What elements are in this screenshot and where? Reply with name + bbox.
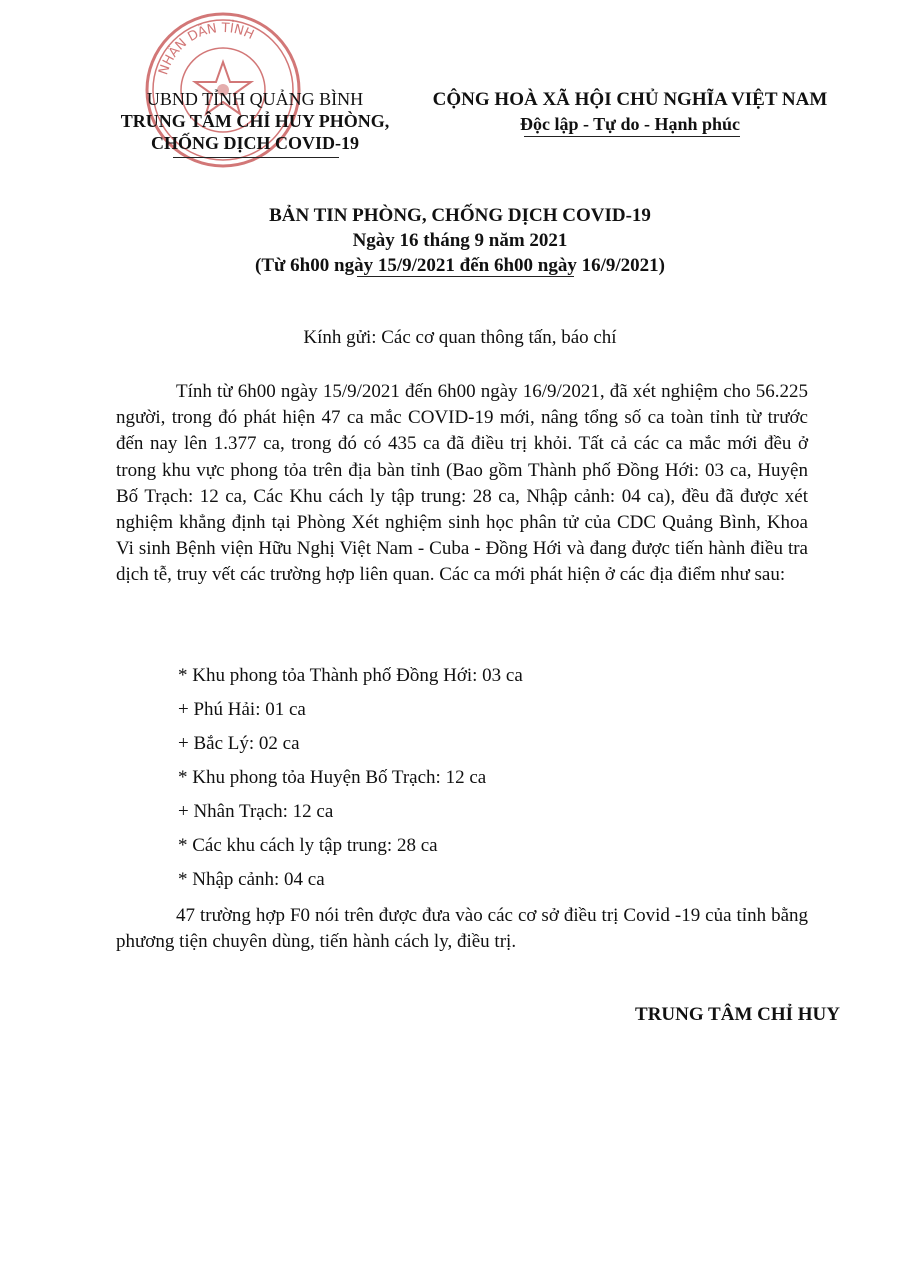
svg-text:NHÂN DÂN TỈNH bbox=[156, 19, 256, 76]
national-motto: Độc lập - Tự do - Hạnh phúc bbox=[519, 114, 741, 134]
list-item: * Các khu cách ly tập trung: 28 ca bbox=[178, 835, 438, 856]
issuer-org: UBND TỈNH QUẢNG BÌNH bbox=[146, 89, 364, 109]
paragraph-main: Tính từ 6h00 ngày 15/9/2021 đến 6h00 ngày 16/9/2021, đã xét nghiệm cho 56.225 người, trong đó phát hiện 47 ca mắc COVID-19 mới, nâng tổng số ca toàn tỉnh từ trước đến nay lên 1.377 ca, trong đó có 435 ca đã điều trị khỏi. Tất cả các ca mắc mới đều ở trong khu vực phong tỏa trên địa bàn tỉnh (Bao gồm Thành phố Đồng Hới: 03 ca, Huyện Bố Trạch: 12 ca, Các Khu cách ly tập trung: 28 ca, Nhập cảnh: 04 ca), đều đã được xét nghiệm khẳng định tại Phòng Xét nghiệm sinh học phân tử của CDC Quảng Bình, Khoa Vi sinh Bệnh viện Hữu Nghị Việt Nam - Cuba - Đồng Hới và đang được tiến hành điều tra dịch tễ, truy vết các trường hợp liên quan. Các ca mới phát hiện ở các địa điểm như sau: bbox=[116, 381, 808, 586]
list-item: * Khu phong tỏa Thành phố Đồng Hới: 03 ca bbox=[178, 665, 523, 686]
title-period: (Từ 6h00 ngày 15/9/2021 đến 6h00 ngày 16/9/2021) bbox=[255, 255, 665, 276]
title-date: Ngày 16 tháng 9 năm 2021 bbox=[352, 230, 568, 251]
closing-text: 47 trường hợp F0 nói trên được đưa vào các cơ sở điều trị Covid -19 của tỉnh bằng phương tiện chuyên dùng, tiến hành cách ly, điều trị. bbox=[116, 905, 808, 953]
recipient-line: Kính gửi: Các cơ quan thông tấn, báo chí bbox=[303, 327, 617, 348]
bulletin-title bbox=[60, 203, 860, 278]
location-list bbox=[178, 659, 778, 897]
stamp-text-top: NHÂN DÂN TỈNH bbox=[156, 20, 257, 77]
issuer-unit-line2: CHỐNG DỊCH COVID-19 bbox=[150, 133, 359, 153]
list-item: + Nhân Trạch: 12 ca bbox=[178, 801, 334, 822]
issuer-unit-line1: TRUNG TÂM CHỈ HUY PHÒNG, bbox=[120, 111, 390, 131]
list-item: * Nhập cảnh: 04 ca bbox=[178, 869, 325, 890]
body-paragraph bbox=[116, 379, 808, 589]
title-line1: BẢN TIN PHÒNG, CHỐNG DỊCH COVID-19 bbox=[269, 205, 651, 226]
country-name: CỘNG HOÀ XÃ HỘI CHỦ NGHĨA VIỆT NAM bbox=[432, 89, 828, 110]
list-item: + Bắc Lý: 02 ca bbox=[178, 733, 300, 754]
issuer-underline bbox=[173, 157, 339, 158]
signature-block: TRUNG TÂM CHỈ HUY bbox=[635, 1004, 840, 1025]
closing-paragraph bbox=[116, 903, 808, 955]
issuer-block bbox=[95, 88, 415, 154]
motto-underline bbox=[524, 136, 740, 137]
national-header bbox=[408, 88, 852, 136]
list-item: * Khu phong tỏa Huyện Bố Trạch: 12 ca bbox=[178, 767, 487, 788]
title-underline bbox=[357, 276, 574, 277]
list-item: + Phú Hải: 01 ca bbox=[178, 699, 306, 720]
